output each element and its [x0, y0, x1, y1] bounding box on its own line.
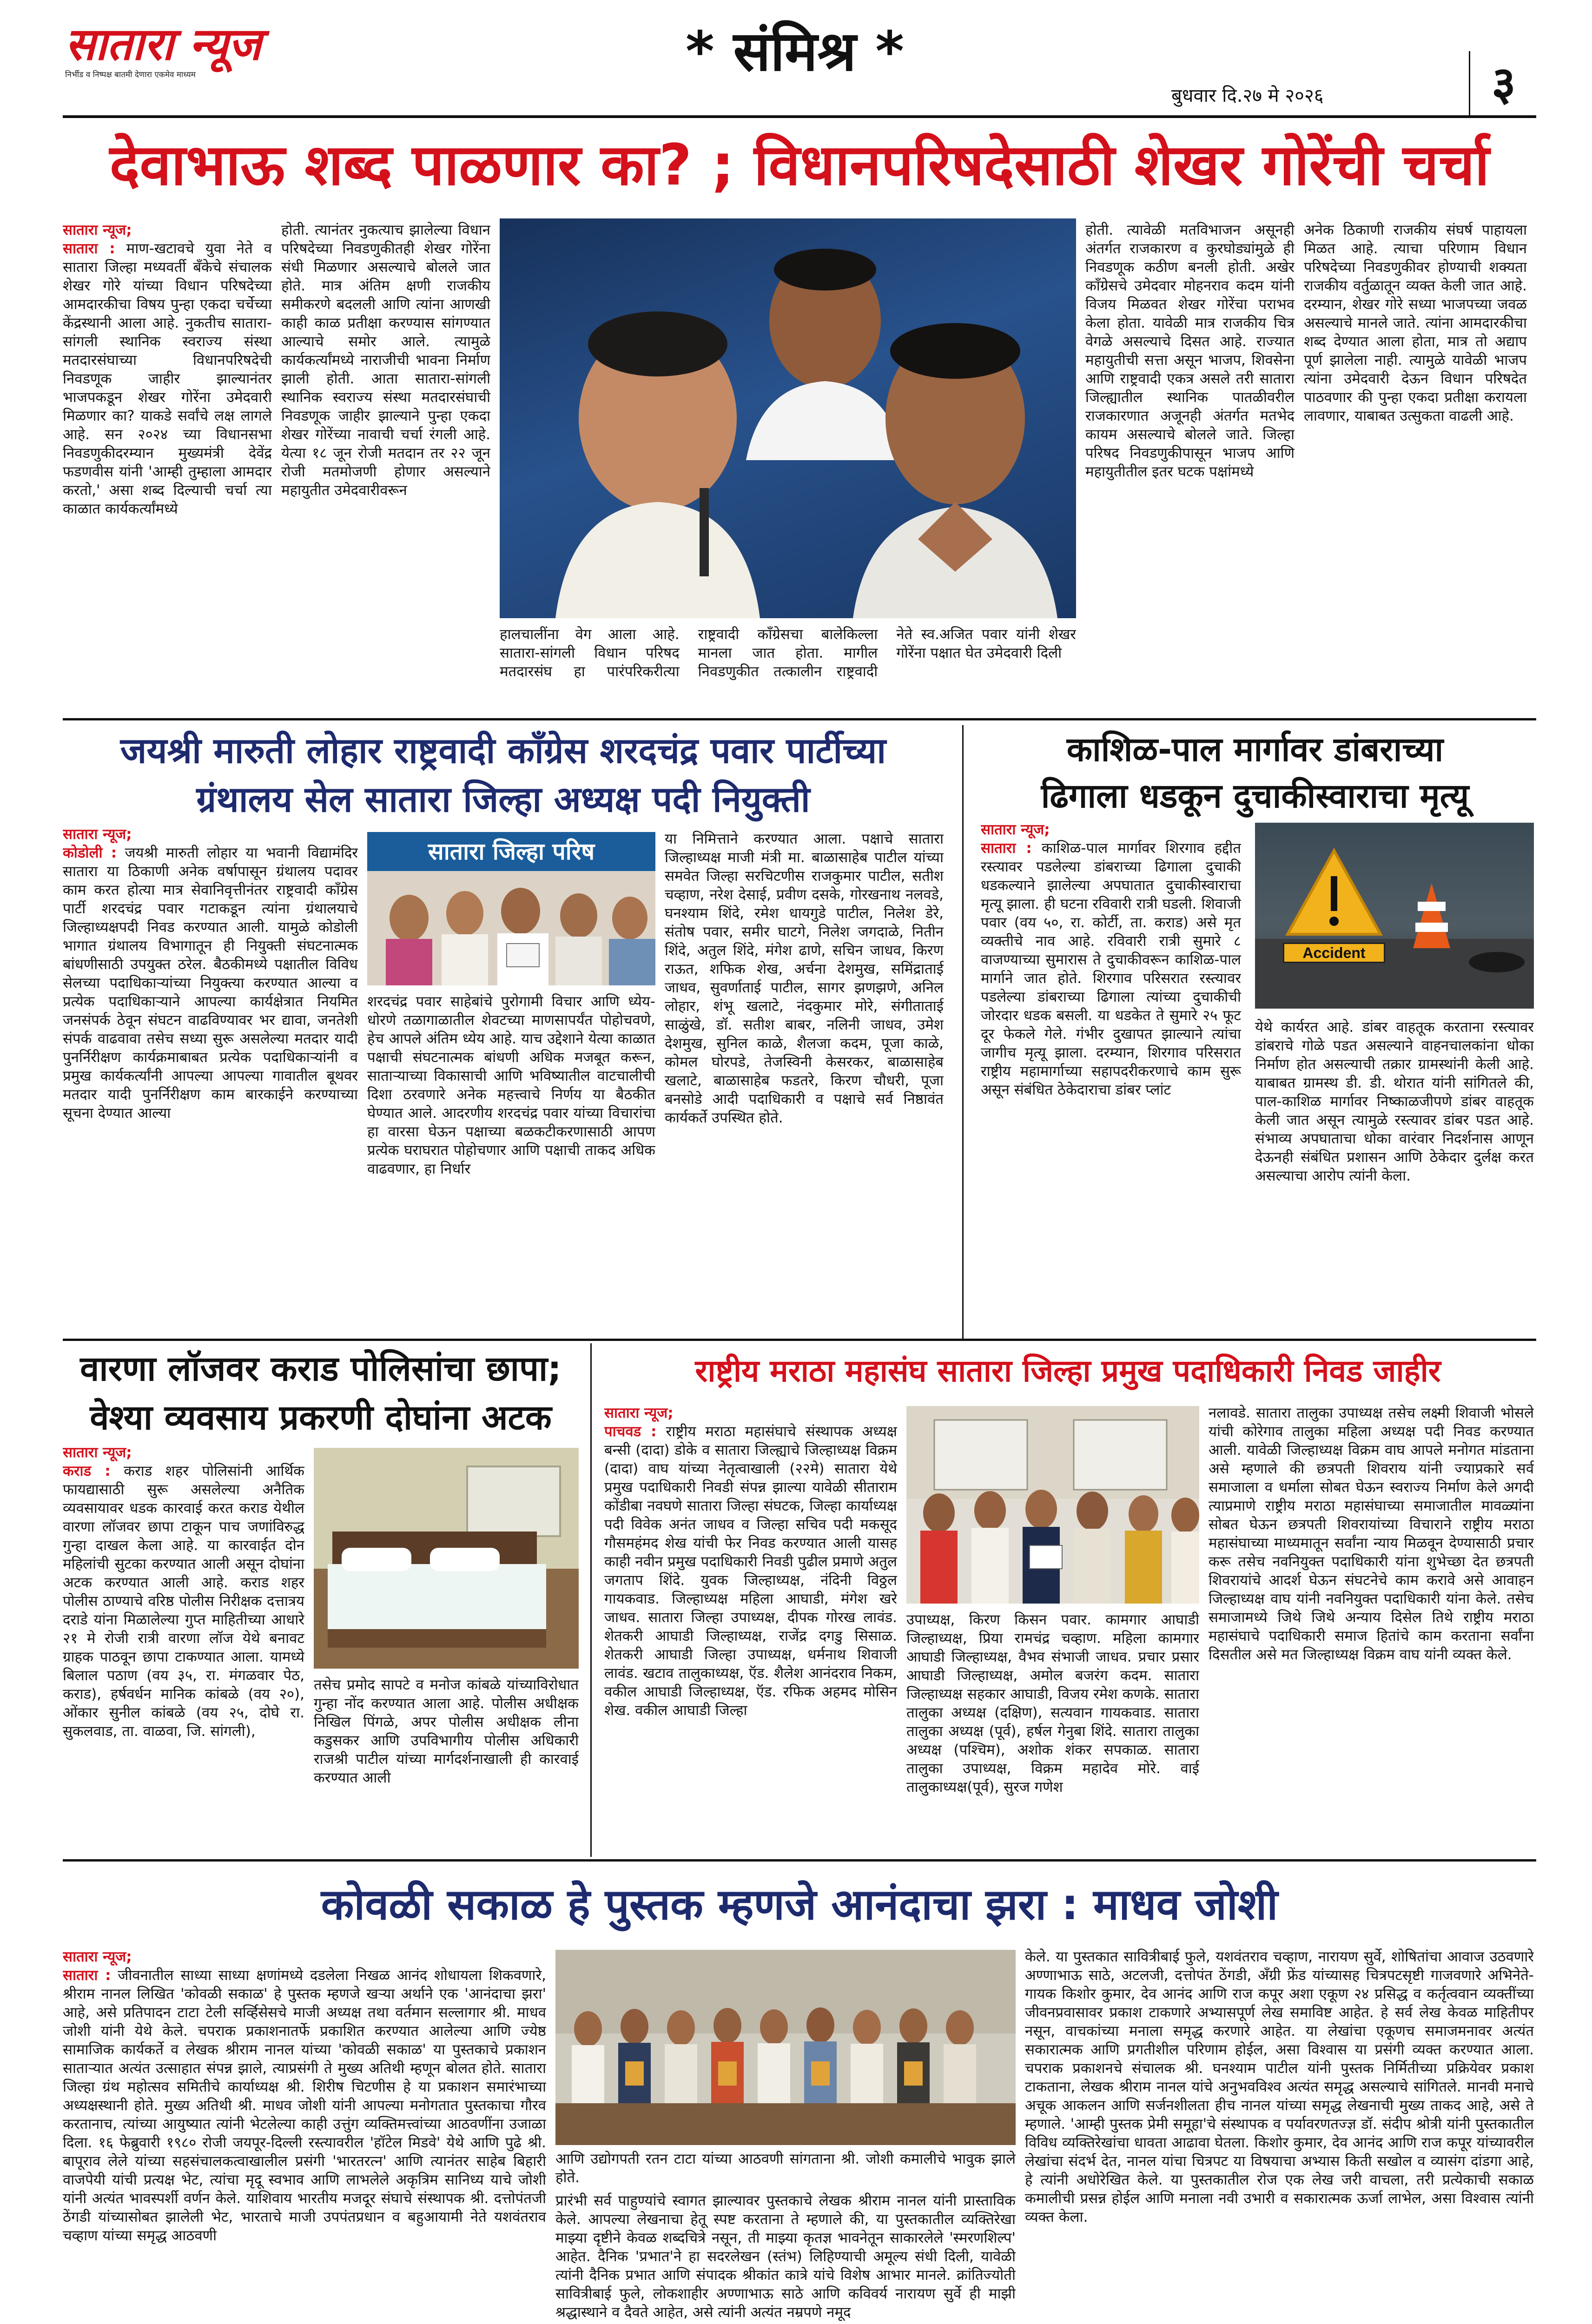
story2-photo: [367, 832, 655, 985]
story1-col1: [63, 221, 272, 716]
masthead-rule: [63, 115, 1536, 118]
page-number: ३: [1492, 56, 1516, 111]
story2-photo-banner: सातारा जिल्हा परिष: [367, 832, 655, 871]
story3-col1: [981, 820, 1241, 1336]
story5-dateline: सातारा न्यूज;: [604, 1405, 674, 1421]
masthead-logo: [65, 19, 260, 88]
story3-dateline: सातारा न्यूज;: [981, 821, 1050, 838]
politicians-photo: [500, 218, 1076, 618]
story5-col1: [604, 1404, 897, 1857]
issue-date: बुधवार दि.२७ मे २०२६: [1171, 85, 1324, 106]
story6-col2: प्रारंभी सर्व पाहुण्यांचे स्वागत झाल्यावर पुस्तकाचे लेखक श्रीराम नानल यांनी प्रास्ताविक केले. आपल्या लेखनाचा हेतू स्पष्ट करताना ते म्हणाले की, या पुस्तकातील व्यक्तिरेखा माझ्या दृष्टीने केवळ शब्दचित्रे नसून, ती माझ्या कृतज्ञ भावनेतून साकारलेले 'स्मरणशिल्प' आहेत. दैनिक 'प्रभात'ने हा सदरलेखन (स्तंभ) लिहिण्याची अमूल्य संधी दिली, यावेळी त्यांनी दैनिक प्रभात आणि संपादक श्रीकांत कात्रे यांचे विशेष आभार मानले. क्रांतिज्योती सावित्रीबाई फुले, लोकशाहीर अण्णाभाऊ साठे आणि कविवर्य नारायण सुर्वे ही माझी श्रद्धास्थाने व दैवते आहेत, असे त्यांनी अत्यंत नम्रपणे नमूद: [555, 2192, 1016, 2321]
story1-col4: होती. त्यावेळी मतविभाजन असूनही अंतर्गत राजकारण व कुरघोड्यांमुळे ही निवडणूक कठीण बनली होती. अखेर काँग्रेसचे उमेदवार मोहनराव कदम यांनी विजय मिळवत शेखर गोरेंचा पराभव केला होता. यावेळी मात्र राजकीय चित्र वेगळे असल्याचे दिसत आहे. राज्यात महायुतीची सत्ता असून भाजप, शिवसेना आणि राष्ट्रवादी एकत्र असले तरी सातारा जिल्ह्यातील स्थानिक पातळीवरील राजकारणात अजूनही अंतर्गत मतभेद कायम असल्याचे बोलले जाते. जिल्हा परिषद निवडणुकीपासून भाजप आणि महायुतीतील इतर घटक पक्षांमध्ये: [1085, 222, 1295, 480]
story2-col3: या निमित्ताने करण्यात आला. पक्षाचे सातारा जिल्हाध्यक्ष माजी मंत्री मा. बाळासाहेब पाटील यांच्या समवेत जिल्हा सरचिटणीस राजकुमार पाटील, सतीश चव्हाण, नरेश देसाई, प्रवीण दसके, गोरखनाथ नलवडे, घनश्याम शिंदे, रमेश धायगुडे पाटील, निलेश डेरे, संतोष पवार, समीर घाटगे, निलेश जगदाळे, नितीन शिंदे, अतुल शिंदे, मंगेश ढाणे, सचिन जाधव, किरण राऊत, शफिक शेख, अर्चना देशमुख, समिंद्राताई जाधव, सुवर्णाताई पाटील, सागर झणझणे, अनिल लोहार, शंभू खलाटे, नंदकुमार मोरे, संगीताताई साळुंखे, डॉ. सतीश बाबर, नलिनी जाधव, उमेश देशमुख, सुनिल काळे, शैलजा कदम, पूजा काळे, कोमल घोरपडे, तेजस्विनी केसरकर, बाळासाहेब खलाटे, बाळासाहेब फडतरे, किरण चौधरी, पूजा बनसोडे आदी पदाधिकारी व पक्षाचे सर्व निष्ठावंत कार्यकर्ते उपस्थित होते.: [665, 831, 944, 1126]
story4-rule: [63, 1859, 1536, 1862]
story2-dateline: सातारा न्यूज;: [63, 826, 132, 843]
story4-col1: [63, 1443, 304, 1857]
story1-photo: [500, 218, 1076, 618]
story4-col1-text: कराड शहर पोलिसांनी आर्थिक फायद्यासाठी सुरू असलेल्या अनैतिक व्यवसायावर धडक कारवाई करत कराड येथील वारणा लॉजवर छापा टाकून पाच जणांविरुद्ध गुन्हा दाखल केला आहे. या कारवाईत दोन महिलांची सुटका करण्यात आली असून दोघांना अटक करण्यात आली आहे. कराड शहर पोलीस ठाण्याचे वरिष्ठ पोलीस निरीक्षक दत्तात्रय दराडे यांना मिळालेल्या गुप्त माहितीच्या आधारे २१ मे रोजी रात्री वारणा लॉज येथे बनावट ग्राहक पाठवून छापा टाकण्यात आला. यामध्ये बिलाल पठाण (वय ३५, रा. मंगळवार पेठ, कराड), हर्षवर्धन मानिक कांबळे (वय २०), ओंकार सुनील कांबळे (वय २५, दोघे रा. सुकलवाड, ता. वाळवा, जि. सांगली),: [63, 1463, 304, 1740]
story1-col1-text: माण-खटावचे युवा नेते व सातारा जिल्हा मध्यवर्ती बँकेचे संचालक शेखर गोरे यांच्या विधान परिषदेच्या आमदारकीचा विषय पुन्हा एकदा चर्चेच्या केंद्रस्थानी आला आहे. नुकतीच सातारा-सांगली स्थानिक स्वराज्य संस्था मतदारसंघाच्या विधानपरिषदेची निवडणूक जाहीर झाल्यानंतर भाजपकडून शेखर गोरेंना उमेदवारी मिळणार का? याकडे सर्वांचे लक्ष लागले आहे. सन २०२४ च्या विधानसभा निवडणुकीदरम्यान मुख्यमंत्री देवेंद्र फडणवीस यांनी 'आम्ही तुम्हाला आमदार करतो,' असा शब्द दिल्याची चर्चा त्या काळात कार्यकर्त्यांमध्ये: [63, 240, 272, 517]
story3-place: सातारा :: [981, 840, 1032, 857]
group-photo: [906, 1406, 1199, 1604]
story4-divider: [590, 1343, 592, 1857]
story1-caption: हालचालींना वेग आला आहे. सातारा-सांगली विधान परिषद मतदारसंघ हा पारंपरिकरीत्या राष्ट्रवादी काँग्रेसचा बालेकिल्ला मानला जात होता. मागील निवडणुकीत तत्कालीन राष्ट्रवादी नेते स्व.अजित पवार यांनी शेखर गोरेंना पक्षात घेत उमेदवारी दिली: [500, 626, 1076, 680]
story5-photo: [906, 1406, 1199, 1604]
logo-text: सातारा न्यूज: [65, 18, 262, 70]
story3-headline-line2: ढिगाला धडकून दुचाकीस्वाराचा मृत्यू: [1041, 776, 1469, 815]
story2-headline-line2: ग्रंथालय सेल सातारा जिल्हा अध्यक्ष पदी नियुक्ती: [196, 779, 810, 820]
story6-col3: केले. या पुस्तकात सावित्रीबाई फुले, यशवंतराव चव्हाण, नारायण सुर्वे, शोषितांचा आवाज उठवणारे अण्णाभाऊ साठे, अटलजी, दत्तोपंत ठेंगडी, अँग्री फ्रेंड यांच्यासह चित्रपटसृष्टी गाजवणारे अभिनेते-गायक किशोर कुमार, देव आनंद आणि राज कपूर अशा एकूण २४ प्रसिद्ध व कर्तृत्ववान व्यक्तींच्या जीवनप्रवासावर प्रकाश टाकणारे अभ्यासपूर्ण लेख समाविष्ट आहेत. हे सर्व लेख केवळ माहितीपर नसून, वाचकांच्या मनाला समृद्ध करणारे आहेत. या लेखांचा एकूणच समाजमनावर अत्यंत सकारात्मक आणि प्रगतीशील परिणाम होईल, असा विश्वास या प्रसंगी व्यक्त करण्यात आला. चपराक प्रकाशनचे संचालक श्री. घनश्याम पाटील यांनी पुस्तक निर्मितीच्या प्रक्रियेवर प्रकाश टाकताना, लेखक श्रीराम नानल यांचे अनुभवविश्व अत्यंत समृद्ध असल्याचे सांगितले. मानवी मनाचे अचूक आकलन आणि सर्जनशीलता हीच नानल यांच्या समृद्ध लेखनाची मुख्य ताकद आहे, असे ते म्हणाले. 'आम्ही पुस्तक प्रेमी समूहा'चे संस्थापक व पर्यावरणतज्ज्ञ डॉ. संदीप श्रोत्री यांनी पुस्तकातील विविध व्यक्तिरेखांचा धावता आढावा घेतला. किशोर कुमार, देव आनंद आणि राज कपूर यांच्यावरील लेखांचा संदर्भ देत, नानल यांचा चित्रपट या विषयाचा अभ्यास किती सखोल व व्यासंग दांडगा आहे, हे त्यांनी अधोरेखित केले. या पुस्तकातील रोज एक लेख जरी वाचला, तरी प्रत्येकाची सकाळ कमालीची प्रसन्न होईल आणि मनाला नवी उभारी व सकारात्मक ऊर्जा लाभेल, असा विश्वास त्यांनी व्यक्त केला.: [1025, 1948, 1534, 2225]
story2-place: कोडोली :: [63, 845, 117, 861]
story6-col1-text: जीवनातील साध्या साध्या क्षणांमध्ये दडलेला निखळ आनंद शोधायला शिकवणारे, श्रीराम नानल लिखित 'कोवळी सकाळ' हे पुस्तक म्हणजे खऱ्या अर्थाने एक 'आनंदाचा झरा' आहे, असे प्रतिपादन टाटा टेली सर्व्हिसेसचे माजी अध्यक्ष तथा वर्तमान सल्लागार श्री. माधव जोशी यांनी येथे केले. चपराक प्रकाशनातर्फे प्रकाशित करण्यात आलेल्या आणि ज्येष्ठ सामाजिक कार्यकर्ते व लेखक श्रीराम नानल यांच्या 'कोवळी सकाळ' या पुस्तकाचे प्रकाशन साताऱ्यात अत्यंत उत्साहात संपन्न झाले, त्याप्रसंगी ते मुख्य अतिथी म्हणून बोलत होते. सातारा जिल्हा ग्रंथ महोत्सव समितीचे कार्याध्यक्ष श्री. शिरीष चिटणीस हे या प्रकाशन समारंभाच्या अध्यक्षस्थानी होते. मुख्य अतिथी श्री. माधव जोशी यांनी आपल्या मनोगतात पुस्तकाचा गौरव करतानाच, त्यांच्या आयुष्यात त्यांनी भेटलेल्या काही उत्तुंग व्यक्तिमत्त्वांच्या आठवणींना उजाळा दिला. १६ फेब्रुवारी १९८० रोजी जयपूर-दिल्ली रस्त्यावरील 'हॉटेल मिडवे' येथे आणि पुढे श्री. बापूराव लेले यांच्या सहसंचालकत्वाखालील प्रसंगी 'भारतरत्न' आणि त्यानंतर साहेब बिहारी वाजपेयी यांची प्रत्यक्ष भेट, त्यांचा मृदू स्वभाव आणि लाभलेले अकृत्रिम सानिध्य याचे जोशी यांनी अत्यंत भावस्पर्शी वर्णन केले. याशिवाय भारतीय मजदूर संघाचे संस्थापक श्री. दत्तोपंतजी ठेंगडी यांच्यासोबत झालेली भेट, भारताचे माजी उपपंतप्रधान व बहुआयामी नेते यशवंतराव चव्हाण यांच्या समृद्ध आठवणी: [63, 1967, 546, 2244]
story3-col1-text: काशिळ-पाल मार्गावर शिरगाव हद्दीत रस्त्यावर पडलेल्या डांबराच्या ढिगाला दुचाकी धडकल्याने झालेल्या अपघातात दुचाकीस्वाराचा मृत्यू झाला. ही घटना रविवारी रात्री घडली. शिवाजी पवार (वय ५०, रा. कोर्टी, ता. कराड) असे मृत व्यक्तीचे नाव आहे. रविवारी रात्री सुमारे ८ वाजण्याच्या सुमारास ते दुचाकीवरून काशिळ-पाल मार्गाने जात होते. शिरगाव परिसरात रस्त्यावर पडलेल्या डांबराच्या ढिगाला त्यांच्या दुचाकीची जोरदार धडक बसली. या धडकेत ते सुमारे २५ फूट दूर फेकले गेले. गंभीर दुखापत झाल्याने त्यांचा जागीच मृत्यू झाला. दरम्यान, शिरगाव परिसरात राष्ट्रीय महामार्गाच्या सहापदरीकरणाचे काम सुरू असून संबंधित ठेकेदाराचा डांबर प्लांट: [981, 840, 1241, 1098]
story5-col3: नलावडे. सातारा तालुका उपाध्यक्ष तसेच लक्ष्मी शिवाजी भोसले यांची कोरेगाव तालुका महिला अध्यक्ष पदी निवड करण्यात आली. यावेळी जिल्हाध्यक्ष विक्रम वाघ आपले मनोगत मांडताना असे म्हणाले की छत्रपती शिवराय यांनी ज्याप्रकारे सर्व समाजाला व धर्माला सोबत घेऊन स्वराज्य निर्माण केले अगदी त्याप्रमाणे राष्ट्रीय मराठा महासंघाच्या समाजातील मावळ्यांना सोबत घेऊन छत्रपती शिवरायांच्या विचाराने राष्ट्रीय मराठा महासंघाच्या माध्यमातून सर्वांना न्याय मिळवून देण्यासाठी प्रचार करू तसेच नवनियुक्त पदाधिकारी यांना शुभेच्छा देत छत्रपती शिवरायांचे आदर्श घेऊन संघटनेचे काम करावे असे आवाहन जिल्हाध्यक्ष वाघ यांनी नवनियुक्त पदाधिकारी यांना केले. तसेच समाजामध्ये जिथे जिथे अन्याय दिसेल तिथे राष्ट्रीय मराठा महासंघाचे पदाधिकारी समाज हितांचे काम करताना सर्वांना दिसतील असे मत जिल्हाध्यक्ष विक्रम वाघ यांनी व्यक्त केले.: [1209, 1405, 1534, 1663]
section-title: * संमिश्र *: [685, 19, 905, 83]
bed-photo: [314, 1448, 579, 1669]
story6-headline: कोवळी सकाळ हे पुस्तक म्हणजे आनंदाचा झरा : माधव जोशी: [321, 1880, 1278, 1929]
story6-photo: [555, 1950, 1016, 2145]
story2-col1-text: जयश्री मारुती लोहार या भवानी विद्यामंदिर सातारा या ठिकाणी अनेक वर्षापासून ग्रंथालय पदावर काम करत होत्या मात्र सेवानिवृत्तीनंतर राष्ट्रवादी काँग्रेस पार्टी शरदचंद्र पवार गटाकडून त्यांना ग्रंथालयाचे जिल्हाध्यक्षपदी निवड करण्यात आली. यामुळे कोडोली भागात ग्रंथालय विभागातून ही नियुक्ती संघटनात्मक बांधणीसाठी उपयुक्त ठरेल. बैठकीमध्ये पक्षातील विविध सेलच्या पदाधिकाऱ्यांच्या नियुक्त्या करण्यात आल्या व प्रत्येक पदाधिकाऱ्याने आपल्या कार्यक्षेत्रात नियमित जनसंपर्क ठेवून संघटन वाढविण्यावर भर द्यावा, जनतेशी संपर्क वाढवावा तसेच सध्या सुरू असलेल्या मतदार यादी पुनर्निरीक्षण कार्यक्रमाबाबत प्रत्येक पदाधिकाऱ्यांनी व प्रमुख कार्यकर्त्यांनी आपल्या आपल्या गावातील बूथवर मतदार यादी पुनर्निरीक्षण काम बारकाईने करण्याच्या सूचना देण्यात आल्या: [63, 845, 358, 1122]
story4-place: कराड :: [63, 1463, 111, 1479]
story6-place: सातारा :: [63, 1967, 111, 1984]
story1-place: सातारा :: [63, 240, 115, 257]
story5-place: पाचवड :: [604, 1423, 657, 1440]
story1-headline: देवाभाऊ शब्द पाळणार का? ; विधानपरिषदेसाठी शेखर गोरेंची चर्चा: [109, 132, 1490, 198]
story2-col1: [63, 825, 358, 1336]
group-photo: [367, 832, 655, 985]
accident-photo: [1255, 823, 1534, 1009]
masthead: [0, 0, 1592, 121]
story2-headline-line1: जयश्री मारुती लोहार राष्ट्रवादी काँग्रेस शरदचंद्र पवार पार्टीच्या: [120, 730, 886, 771]
logo-tagline: निर्भीड व निष्पक्ष बातमी देणारा एकमेव माध्यम: [65, 70, 196, 79]
story3-col2: येथे कार्यरत आहे. डांबर वाहतूक करताना रस्त्यावर डांबराचे गोळे पडत असल्याने वाहनचालकांना धोका निर्माण होत असल्याची तक्रार ग्रामस्थांनी केली आहे. याबाबत ग्रामस्थ डी. डी. थोरात यांनी सांगितले की, पाल-काशिळ मार्गावर निष्काळजीपणे डांबर वाहतूक केली जात असून त्यामुळे रस्त्यावर डांबर पडत आहे. संभाव्य अपघाताचा धोका वारंवार निदर्शनास आणून देऊनही संबंधित प्रशासन आणि ठेकेदार दुर्लक्ष करत असल्याचा आरोप त्यांनी केला.: [1255, 1019, 1534, 1184]
story1-dateline: सातारा न्यूज;: [63, 222, 132, 238]
story2-col2: शरदचंद्र पवार साहेबांचे पुरोगामी विचार आणि ध्येय-धोरणे तळागाळातील शेवटच्या माणसापर्यंत पोहोचवणे, हेच आपले अंतिम ध्येय आहे. याच उद्देशाने येत्या काळात पक्षाची संघटनात्मक बांधणी अधिक मजबूत करून, साताऱ्याच्या विकासाची आणि भविष्यातील वाटचालीची दिशा ठरवणारे अनेक महत्त्वाचे निर्णय या बैठकीत घेण्यात आले. आदरणीय शरदचंद्र पवार यांच्या विचारांचा हा वारसा घेऊन पक्षाच्या बळकटीकरणासाठी आपण प्रत्येक घराघरात पोहोचणार आणि पक्षाची ताकद अधिक वाढवणार, हा निर्धार: [367, 993, 655, 1177]
story6-photo-caption: आणि उद्योगपती रतन टाटा यांच्या आठवणी सांगताना श्री. जोशी कमालीचे भावुक झाले होते.: [555, 2151, 1016, 2186]
story2-rule: [63, 1339, 1536, 1341]
story6-dateline: सातारा न्यूज;: [63, 1948, 132, 1965]
story4-photo: [314, 1448, 579, 1669]
story2-divider: [962, 725, 964, 1339]
story1-col5: अनेक ठिकाणी राजकीय संघर्ष पाहायला मिळत आहे. त्याचा परिणाम विधान परिषदेच्या निवडणुकीवर होण्याची शक्यता राजकीय वर्तुळातून व्यक्त केली जात आहे. दरम्यान, शेखर गोरे सध्या भाजपच्या जवळ असल्याचे मानले जाते. त्यांना आमदारकीचा शब्द देण्यात आला होता, मात्र तो अद्याप पूर्ण झालेला नाही. त्यामुळे यावेळी भाजप त्यांना उमेदवारी देऊन विधान परिषदेत पाठवणार की पुन्हा एकदा प्रतीक्षा करायला लावणार, याबाबत उत्सुकता वाढली आहे.: [1304, 222, 1527, 424]
story6-col1: [63, 1948, 546, 2324]
story4-headline-line1: वारणा लॉजवर कराड पोलिसांचा छापा;: [80, 1349, 561, 1389]
book-launch-photo: [555, 1950, 1016, 2145]
story1-rule: [63, 718, 1536, 720]
story5-col2: उपाध्यक्ष, किरण किसन पवार. कामगार आघाडी जिल्हाध्यक्ष, प्रिया रामचंद्र चव्हाण. महिला कामगार आघाडी जिल्हाध्यक्ष, वैभव संभाजी जाधव. प्रचार प्रसार आघाडी जिल्हाध्यक्ष, अमोल बजरंग कदम. सातारा जिल्हाध्यक्ष सहकार आघाडी, विजय रमेश कणके. सातारा तालुका अध्यक्ष (दक्षिण), सत्यवान गायकवाड. सातारा तालुका अध्यक्ष (पूर्व), हर्षल गेनुबा शिंदे. सातारा तालुका अध्यक्ष (पश्चिम), अशोक शंकर सपकाळ. सातारा तालुका उपाध्यक्ष, विक्रम महादेव मोरे. वाई तालुकाध्यक्ष(पूर्व), सुरज गणेश: [906, 1611, 1199, 1796]
story3-photo: [1255, 823, 1534, 1009]
story4-col2: तसेच प्रमोद सापटे व मनोज कांबळे यांच्याविरोधात गुन्हा नोंद करण्यात आला आहे. पोलीस अधीक्षक निखिल पिंगळे, अपर पोलीस अधीक्षक लीना कडुसकर आणि उपविभागीय पोलीस अधिकारी राजश्री पाटील यांच्या मार्गदर्शनाखाली ही कारवाई करण्यात आली: [314, 1677, 579, 1786]
story3-headline-line1: काशिळ-पाल मार्गावर डांबराच्या: [1066, 730, 1444, 769]
story5-headline: राष्ट्रीय मराठा महासंघ सातारा जिल्हा प्रमुख पदाधिकारी निवड जाहीर: [695, 1353, 1441, 1389]
story1-col2: होती. त्यानंतर नुकत्याच झालेल्या विधान परिषदेच्या निवडणुकीतही शेखर गोरेंना संधी मिळणार असल्याचे बोलले जात होते. मात्र अंतिम क्षणी राजकीय समीकरणे बदलली आणि त्यांना आणखी काही काळ प्रतीक्षा करण्यास सांगण्यात आल्याचे समोर आले. त्यामुळे कार्यकर्त्यांमध्ये नाराजीची भावना निर्माण झाली होती. आता सातारा-सांगली स्थानिक स्वराज्य संस्था मतदारसंघाची निवडणूक जाहीर झाल्याने पुन्हा एकदा शेखर गोरेंच्या नावाची चर्चा रंगली आहे. येत्या १८ जून रोजी मतदान तर २२ जून रोजी मतमोजणी होणार असल्याने महायुतीत उमेदवारीवरून: [281, 222, 490, 499]
accident-sign-label: Accident: [1283, 943, 1385, 963]
masthead-divider: [1469, 51, 1470, 116]
story4-dateline: सातारा न्यूज;: [63, 1444, 132, 1461]
story5-col1-text: राष्ट्रीय मराठा महासंघाचे संस्थापक अध्यक्ष बन्सी (दादा) डोके व सातारा जिल्ह्याचे जिल्हाध्यक्ष विक्रम (दादा) वाघ यांच्या नेतृत्वाखाली (२२मे) सातारा येथे प्रमुख पदाधिकारी निवडी संपन्न झाल्या यावेळी सीताराम कोंडीबा नवघणे सातारा जिल्हा संघटक, जिल्हा कार्याध्यक्ष पदी विवेक अनंत जाधव व जिल्हा सचिव पदी मकसूद गौसमहंमद शेख यांची फेर निवड करण्यात आली यासह काही नवीन प्रमुख पदाधिकारी निवडी पुढील प्रमाणे अतुल जगताप शिंदे. युवक जिल्हाध्यक्ष, नंदिनी विठ्ठल गायकवाड. जिल्हाध्यक्ष महिला आघाडी, मंगेश खरे जाधव. सातारा जिल्हा उपाध्यक्ष, दीपक गोरख लावंड. शेतकरी आघाडी जिल्हाध्यक्ष, राजेंद्र दगडु सिसाळ. शेतकरी आघाडी जिल्हा उपाध्यक्ष, धर्मनाथ शिवाजी लावंड. खटाव तालुकाध्यक्ष, ऍड. शैलेश आनंदराव निकम, वकील आघाडी जिल्हाध्यक्ष, ऍड. रफिक अहमद मोसिन शेख. वकील आघाडी जिल्हा: [604, 1423, 897, 1719]
story4-headline-line2: वेश्या व्यवसाय प्रकरणी दोघांना अटक: [90, 1398, 552, 1438]
